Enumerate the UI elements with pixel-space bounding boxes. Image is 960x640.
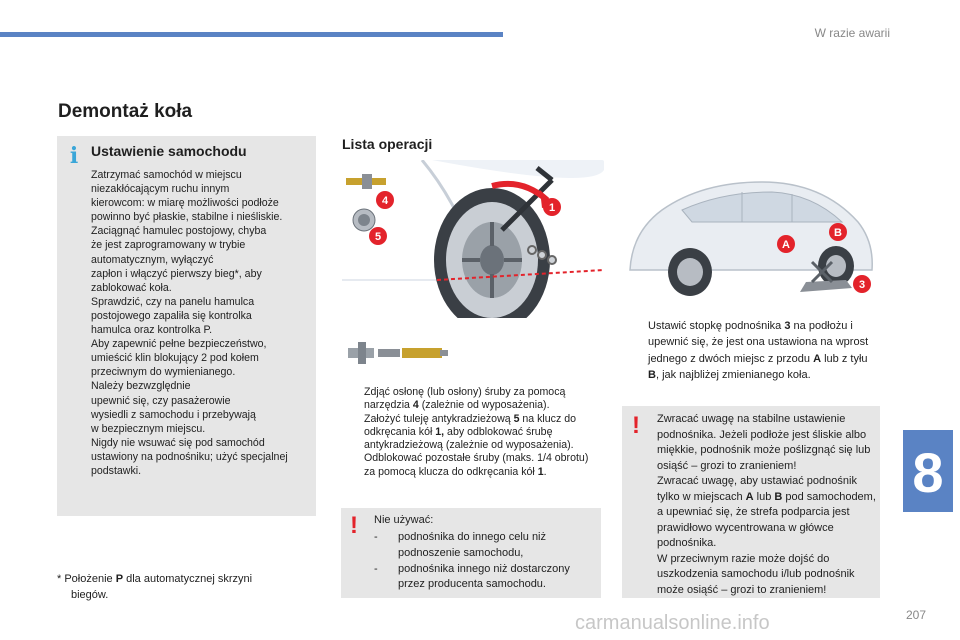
- warning-item: - podnośnika do innego celu niż podnoszenie samochodu,: [374, 531, 547, 559]
- info-box-title: Ustawienie samochodu: [91, 143, 247, 159]
- page-title: Demontaż koła: [58, 101, 193, 122]
- wheel-wrench-illustration: [342, 160, 604, 318]
- watermark: carmanualsonline.info: [575, 612, 770, 634]
- header-accent-bar: [0, 32, 503, 37]
- warning-title: Nie używać:: [374, 514, 434, 526]
- operation-item: Zdjąć osłonę (lub osłony) śruby za pomocą narzędzia 4 (zależnie od wyposażenia).: [364, 386, 566, 412]
- wrench-tool-illustration: [344, 332, 452, 374]
- operation-item: Odblokować pozostałe śruby (maks. 1/4 obrotu) za pomocą klucza do odkręcania kół 1.: [364, 452, 589, 478]
- info-box-text: Zatrzymać samochód w miejscu niezakłócającym ruchu innym kierowcom: w miarę możliwości podłoże powinno być płaskie, stabilne i nieśliskie. Zaciągnąć hamulec postojowy, chyba że jest zaprogramowany w trybie automatycznym, wyłączyć zapłon i włączyć pierwszy bieg*, aby zablokować koła. Sprawdzić, czy na panelu hamulca postojowego zapaliła się kontrolka hamulca oraz kontrolka P. Aby zapewnić pełne bezpieczeństwo, umieścić klin blokujący 2 pod kołem przeciwnym do wymienianego. Należy bezwzględnie upewnić się, czy pasażerowie wysiedli z samochodu i przebywają w bezpiecznym miejscu. Nigdy nie wsuwać się pod samochód ustawiony na podnośniku; użyć specjalnej podstawki.: [91, 169, 288, 477]
- callout-4: 4: [381, 195, 389, 207]
- chapter-number: 8: [912, 441, 944, 504]
- operation-item: Założyć tuleję antykradzieżową 5 na klucz do odkręcania kół 1, aby odblokować śrubę antykradzieżową (zależnie od wyposażenia).: [364, 412, 577, 452]
- exclamation-icon: !: [632, 412, 640, 439]
- callout-3: 3: [858, 279, 866, 291]
- operations-title: Lista operacji: [342, 136, 433, 152]
- section-name: W razie awarii: [814, 26, 890, 40]
- operations-list: [340, 386, 602, 479]
- warning-item: - podnośnika innego niż dostarczony przez producenta samochodu.: [374, 562, 570, 591]
- warning-text: Zwracać uwagę na stabilne ustawienie podnośnika. Jeżeli podłoże jest śliskie albo miękkie, podnośnik może poślizgnąć się lub osiąść – grozi to zranieniem! Zwracać uwagę, aby ustawiać podnośnik tylko w miejscach A lub B pod samochodem, a upewniać się, że strefa podparcia jest prawidłowo wycentrowana w główce podnośnika. W przeciwnym razie może dojść do uszkodzenia samochodu i/lub podnośnik może osiąść – grozi to zranieniem!: [657, 413, 876, 596]
- callout-5: 5: [374, 231, 382, 243]
- car-jack-illustration: [622, 162, 880, 304]
- callout-A: A: [782, 239, 790, 251]
- warning-list: [374, 530, 598, 593]
- callout-B: B: [834, 227, 842, 239]
- page-number: 207: [906, 608, 927, 622]
- exclamation-icon: !: [350, 512, 358, 539]
- footnote: * Położenie P dla automatycznej skrzyni biegów.: [57, 573, 253, 601]
- jack-instruction: Ustawić stopkę podnośnika 3 na podłożu i upewnić się, że jest ona ustawiona na wprost jednego z dwóch miejsc z przodu A lub z tyłu B, jak najbliżej zmienianego koła.: [648, 320, 869, 381]
- callout-1: 1: [548, 202, 556, 214]
- info-icon: i: [69, 143, 79, 169]
